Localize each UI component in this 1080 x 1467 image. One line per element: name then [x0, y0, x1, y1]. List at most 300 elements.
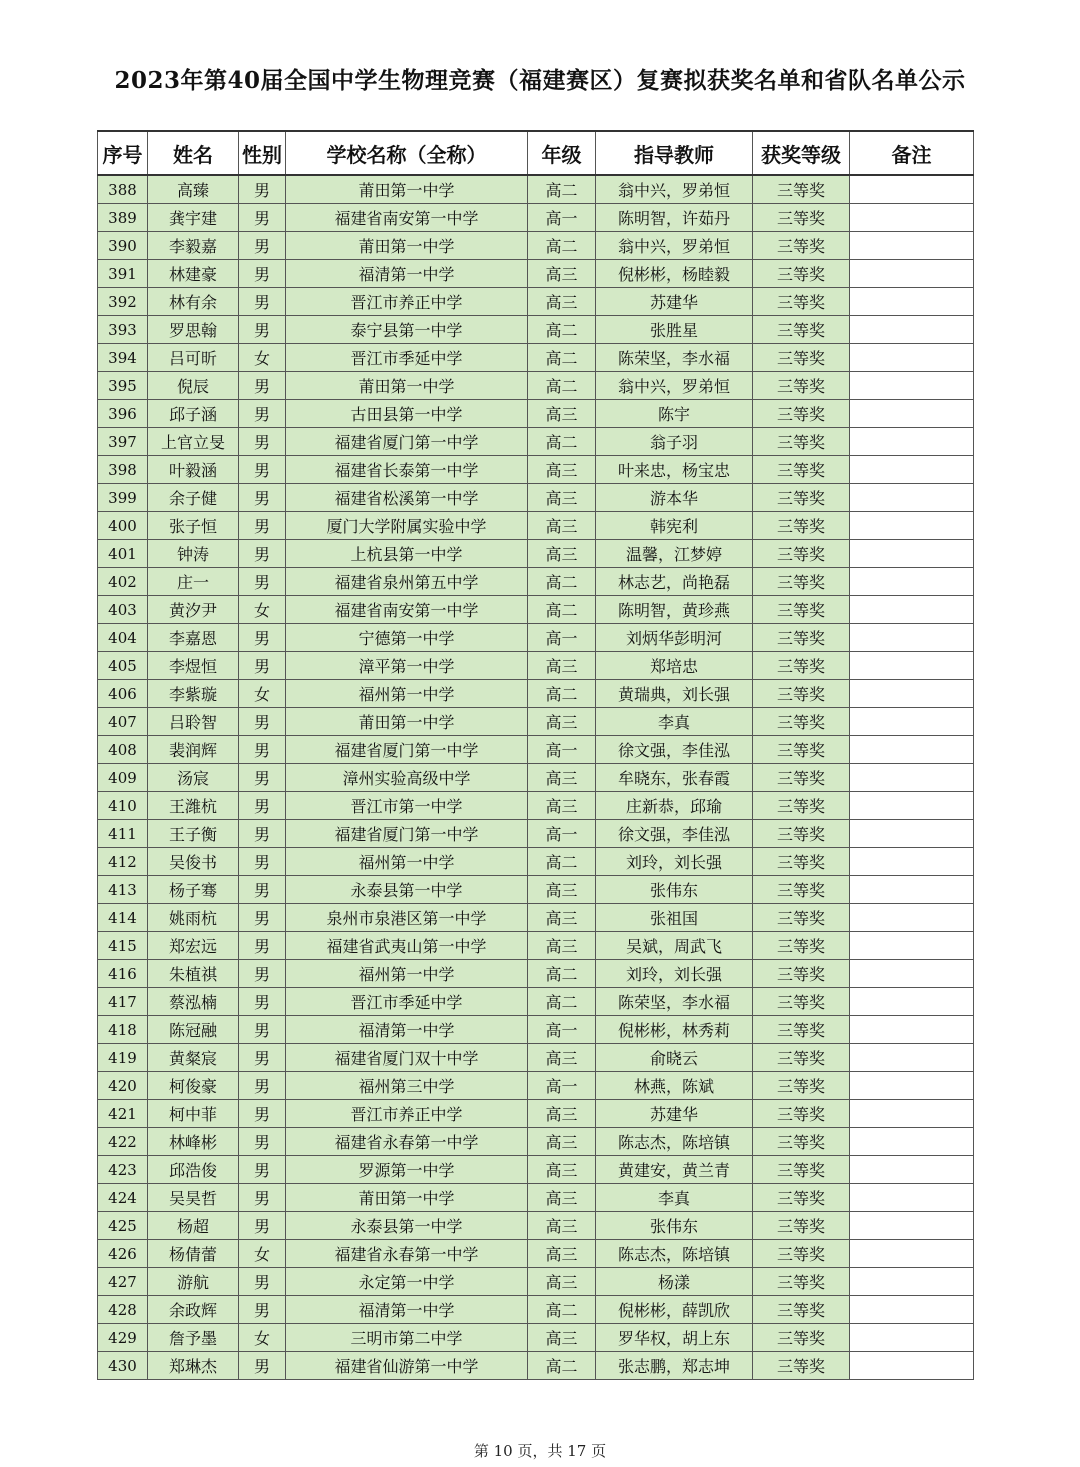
cell-school: 永泰县第一中学 [286, 876, 528, 904]
cell-serial: 430 [98, 1352, 148, 1380]
cell-award: 三等奖 [753, 820, 850, 848]
cell-grade: 高二 [528, 175, 596, 204]
cell-name: 张子恒 [148, 512, 239, 540]
cell-award: 三等奖 [753, 232, 850, 260]
cell-award: 三等奖 [753, 988, 850, 1016]
cell-school: 福清第一中学 [286, 260, 528, 288]
cell-teacher: 黄建安，黄兰青 [596, 1156, 753, 1184]
cell-grade: 高三 [528, 484, 596, 512]
cell-name: 裴润辉 [148, 736, 239, 764]
cell-grade: 高三 [528, 540, 596, 568]
cell-award: 三等奖 [753, 1296, 850, 1324]
cell-grade: 高三 [528, 792, 596, 820]
cell-school: 福建省泉州第五中学 [286, 568, 528, 596]
cell-school: 罗源第一中学 [286, 1156, 528, 1184]
cell-award: 三等奖 [753, 204, 850, 232]
cell-grade: 高三 [528, 652, 596, 680]
header-award: 获奖等级 [753, 131, 850, 175]
cell-school: 晋江市养正中学 [286, 1100, 528, 1128]
cell-note [850, 932, 974, 960]
cell-note [850, 708, 974, 736]
cell-note [850, 1352, 974, 1380]
cell-gender: 男 [239, 288, 286, 316]
cell-school: 福州第三中学 [286, 1072, 528, 1100]
cell-award: 三等奖 [753, 1184, 850, 1212]
cell-school: 福建省南安第一中学 [286, 204, 528, 232]
cell-teacher: 倪彬彬，林秀莉 [596, 1016, 753, 1044]
cell-serial: 424 [98, 1184, 148, 1212]
cell-serial: 402 [98, 568, 148, 596]
cell-award: 三等奖 [753, 652, 850, 680]
cell-school: 福建省厦门双十中学 [286, 1044, 528, 1072]
cell-note [850, 960, 974, 988]
cell-serial: 395 [98, 372, 148, 400]
table-row [98, 596, 974, 624]
cell-name: 郑宏远 [148, 932, 239, 960]
cell-school: 莆田第一中学 [286, 232, 528, 260]
cell-teacher: 游本华 [596, 484, 753, 512]
cell-grade: 高二 [528, 344, 596, 372]
cell-school: 福州第一中学 [286, 848, 528, 876]
table-row [98, 540, 974, 568]
cell-name: 柯俊豪 [148, 1072, 239, 1100]
cell-school: 古田县第一中学 [286, 400, 528, 428]
cell-school: 永定第一中学 [286, 1268, 528, 1296]
cell-gender: 男 [239, 204, 286, 232]
cell-award: 三等奖 [753, 372, 850, 400]
cell-serial: 401 [98, 540, 148, 568]
table-row [98, 1072, 974, 1100]
cell-award: 三等奖 [753, 1072, 850, 1100]
cell-grade: 高三 [528, 876, 596, 904]
cell-school: 上杭县第一中学 [286, 540, 528, 568]
cell-school: 福清第一中学 [286, 1296, 528, 1324]
document-title: 2023年第40届全国中学生物理竞赛（福建赛区）复赛拟获奖名单和省队名单公示 [114, 67, 966, 94]
cell-note [850, 1156, 974, 1184]
cell-note [850, 1044, 974, 1072]
table-row [98, 1212, 974, 1240]
cell-teacher: 翁中兴，罗弟恒 [596, 232, 753, 260]
cell-note [850, 1100, 974, 1128]
cell-serial: 414 [98, 904, 148, 932]
cell-note [850, 1184, 974, 1212]
cell-serial: 397 [98, 428, 148, 456]
cell-serial: 416 [98, 960, 148, 988]
cell-grade: 高二 [528, 988, 596, 1016]
cell-grade: 高二 [528, 680, 596, 708]
cell-name: 郑琳杰 [148, 1352, 239, 1380]
cell-name: 王子衡 [148, 820, 239, 848]
table-row [98, 792, 974, 820]
cell-teacher: 杨漾 [596, 1268, 753, 1296]
cell-grade: 高三 [528, 1240, 596, 1268]
cell-name: 吴昊哲 [148, 1184, 239, 1212]
cell-name: 吕可昕 [148, 344, 239, 372]
cell-school: 宁德第一中学 [286, 624, 528, 652]
cell-school: 福州第一中学 [286, 680, 528, 708]
cell-note [850, 400, 974, 428]
cell-name: 蔡泓楠 [148, 988, 239, 1016]
cell-school: 晋江市养正中学 [286, 288, 528, 316]
cell-name: 杨倩蕾 [148, 1240, 239, 1268]
cell-note [850, 1324, 974, 1352]
cell-gender: 男 [239, 512, 286, 540]
cell-name: 林建豪 [148, 260, 239, 288]
cell-serial: 400 [98, 512, 148, 540]
cell-grade: 高二 [528, 1296, 596, 1324]
table-row [98, 960, 974, 988]
cell-school: 福建省永春第一中学 [286, 1128, 528, 1156]
cell-teacher: 罗华权，胡上东 [596, 1324, 753, 1352]
header-name: 姓名 [148, 131, 239, 175]
cell-school: 莆田第一中学 [286, 175, 528, 204]
cell-teacher: 张伟东 [596, 876, 753, 904]
cell-teacher: 俞晓云 [596, 1044, 753, 1072]
cell-school: 福州第一中学 [286, 960, 528, 988]
cell-teacher: 翁中兴，罗弟恒 [596, 372, 753, 400]
cell-gender: 男 [239, 792, 286, 820]
cell-school: 泉州市泉港区第一中学 [286, 904, 528, 932]
cell-award: 三等奖 [753, 624, 850, 652]
table-row [98, 568, 974, 596]
header-school: 学校名称（全称） [286, 131, 528, 175]
cell-note [850, 624, 974, 652]
cell-name: 陈冠融 [148, 1016, 239, 1044]
cell-teacher: 陈志杰，陈培镇 [596, 1240, 753, 1268]
cell-school: 福建省永春第一中学 [286, 1240, 528, 1268]
cell-grade: 高三 [528, 1128, 596, 1156]
table-row [98, 1184, 974, 1212]
page-number: 第 10 页，共 17 页 [473, 1442, 607, 1460]
cell-serial: 392 [98, 288, 148, 316]
cell-name: 罗思翰 [148, 316, 239, 344]
table-row [98, 260, 974, 288]
cell-gender: 男 [239, 764, 286, 792]
cell-serial: 412 [98, 848, 148, 876]
cell-serial: 415 [98, 932, 148, 960]
cell-teacher: 张志鹏，郑志坤 [596, 1352, 753, 1380]
cell-gender: 男 [239, 1072, 286, 1100]
cell-serial: 410 [98, 792, 148, 820]
cell-note [850, 988, 974, 1016]
cell-award: 三等奖 [753, 400, 850, 428]
cell-note [850, 1240, 974, 1268]
cell-gender: 男 [239, 932, 286, 960]
cell-note [850, 1296, 974, 1324]
table-row [98, 876, 974, 904]
cell-name: 林有余 [148, 288, 239, 316]
cell-serial: 408 [98, 736, 148, 764]
cell-gender: 男 [239, 400, 286, 428]
cell-note [850, 820, 974, 848]
cell-serial: 390 [98, 232, 148, 260]
cell-teacher: 吴斌，周武飞 [596, 932, 753, 960]
cell-name: 汤宸 [148, 764, 239, 792]
table-row [98, 988, 974, 1016]
cell-name: 邱浩俊 [148, 1156, 239, 1184]
cell-serial: 422 [98, 1128, 148, 1156]
cell-serial: 396 [98, 400, 148, 428]
cell-serial: 420 [98, 1072, 148, 1100]
cell-note [850, 288, 974, 316]
cell-name: 李紫璇 [148, 680, 239, 708]
cell-gender: 男 [239, 708, 286, 736]
cell-award: 三等奖 [753, 960, 850, 988]
cell-teacher: 李真 [596, 1184, 753, 1212]
cell-gender: 男 [239, 1184, 286, 1212]
cell-name: 杨超 [148, 1212, 239, 1240]
cell-serial: 398 [98, 456, 148, 484]
cell-grade: 高二 [528, 960, 596, 988]
cell-note [850, 344, 974, 372]
cell-gender: 男 [239, 960, 286, 988]
cell-school: 福建省厦门第一中学 [286, 820, 528, 848]
cell-grade: 高二 [528, 428, 596, 456]
cell-grade: 高三 [528, 1184, 596, 1212]
cell-serial: 409 [98, 764, 148, 792]
cell-note [850, 175, 974, 204]
cell-serial: 394 [98, 344, 148, 372]
table-row [98, 428, 974, 456]
cell-school: 福建省长泰第一中学 [286, 456, 528, 484]
cell-gender: 男 [239, 1044, 286, 1072]
cell-note [850, 680, 974, 708]
table-row [98, 175, 974, 204]
cell-award: 三等奖 [753, 1156, 850, 1184]
table-row [98, 1156, 974, 1184]
cell-school: 福建省厦门第一中学 [286, 428, 528, 456]
cell-serial: 404 [98, 624, 148, 652]
cell-grade: 高二 [528, 372, 596, 400]
cell-gender: 男 [239, 876, 286, 904]
cell-award: 三等奖 [753, 428, 850, 456]
table-row [98, 652, 974, 680]
cell-gender: 男 [239, 540, 286, 568]
table-row [98, 1352, 974, 1380]
cell-teacher: 倪彬彬，薛凯欣 [596, 1296, 753, 1324]
cell-gender: 男 [239, 624, 286, 652]
cell-teacher: 陈荣坚，李水福 [596, 988, 753, 1016]
cell-gender: 男 [239, 1296, 286, 1324]
cell-grade: 高三 [528, 512, 596, 540]
cell-gender: 男 [239, 568, 286, 596]
cell-note [850, 512, 974, 540]
cell-school: 莆田第一中学 [286, 372, 528, 400]
cell-award: 三等奖 [753, 792, 850, 820]
cell-award: 三等奖 [753, 344, 850, 372]
table-row [98, 288, 974, 316]
header-grade: 年级 [528, 131, 596, 175]
cell-teacher: 徐文强，李佳泓 [596, 820, 753, 848]
cell-grade: 高三 [528, 764, 596, 792]
cell-gender: 男 [239, 652, 286, 680]
cell-note [850, 316, 974, 344]
table-row [98, 1268, 974, 1296]
table-row [98, 512, 974, 540]
table-row [98, 624, 974, 652]
cell-note [850, 540, 974, 568]
cell-school: 永泰县第一中学 [286, 1212, 528, 1240]
cell-award: 三等奖 [753, 876, 850, 904]
cell-award: 三等奖 [753, 1016, 850, 1044]
cell-note [850, 596, 974, 624]
cell-note [850, 428, 974, 456]
cell-gender: 男 [239, 456, 286, 484]
cell-serial: 405 [98, 652, 148, 680]
table-row [98, 1100, 974, 1128]
cell-gender: 男 [239, 428, 286, 456]
cell-name: 李毅嘉 [148, 232, 239, 260]
cell-award: 三等奖 [753, 904, 850, 932]
cell-grade: 高三 [528, 288, 596, 316]
cell-grade: 高二 [528, 1352, 596, 1380]
cell-gender: 男 [239, 848, 286, 876]
table-row [98, 1016, 974, 1044]
cell-award: 三等奖 [753, 680, 850, 708]
table-row [98, 1128, 974, 1156]
award-list-table [97, 130, 974, 1380]
cell-grade: 高一 [528, 204, 596, 232]
cell-name: 倪辰 [148, 372, 239, 400]
cell-teacher: 陈志杰，陈培镇 [596, 1128, 753, 1156]
table-row [98, 372, 974, 400]
cell-name: 叶毅涵 [148, 456, 239, 484]
cell-grade: 高一 [528, 1016, 596, 1044]
cell-award: 三等奖 [753, 568, 850, 596]
cell-serial: 427 [98, 1268, 148, 1296]
cell-grade: 高二 [528, 848, 596, 876]
table-row [98, 344, 974, 372]
cell-school: 厦门大学附属实验中学 [286, 512, 528, 540]
cell-note [850, 260, 974, 288]
cell-name: 游航 [148, 1268, 239, 1296]
cell-teacher: 张祖国 [596, 904, 753, 932]
cell-name: 朱植祺 [148, 960, 239, 988]
cell-serial: 393 [98, 316, 148, 344]
cell-serial: 403 [98, 596, 148, 624]
cell-name: 黄粲宸 [148, 1044, 239, 1072]
cell-school: 福清第一中学 [286, 1016, 528, 1044]
cell-serial: 411 [98, 820, 148, 848]
cell-teacher: 温馨，江梦婷 [596, 540, 753, 568]
cell-gender: 男 [239, 1016, 286, 1044]
cell-teacher: 张伟东 [596, 1212, 753, 1240]
cell-grade: 高一 [528, 624, 596, 652]
cell-note [850, 1128, 974, 1156]
cell-teacher: 陈明智，许茹丹 [596, 204, 753, 232]
cell-note [850, 848, 974, 876]
cell-serial: 423 [98, 1156, 148, 1184]
cell-school: 福建省松溪第一中学 [286, 484, 528, 512]
cell-gender: 男 [239, 1128, 286, 1156]
table-row [98, 456, 974, 484]
cell-school: 莆田第一中学 [286, 708, 528, 736]
cell-teacher: 刘炳华彭明河 [596, 624, 753, 652]
cell-gender: 男 [239, 1212, 286, 1240]
cell-serial: 421 [98, 1100, 148, 1128]
cell-name: 姚雨杭 [148, 904, 239, 932]
cell-teacher: 韩宪利 [596, 512, 753, 540]
header-gender: 性别 [239, 131, 286, 175]
cell-award: 三等奖 [753, 1100, 850, 1128]
table-row [98, 316, 974, 344]
cell-gender: 男 [239, 1156, 286, 1184]
cell-serial: 418 [98, 1016, 148, 1044]
header-note: 备注 [850, 131, 974, 175]
cell-gender: 男 [239, 260, 286, 288]
cell-award: 三等奖 [753, 1240, 850, 1268]
cell-school: 福建省仙游第一中学 [286, 1352, 528, 1380]
cell-teacher: 徐文强，李佳泓 [596, 736, 753, 764]
table-row [98, 400, 974, 428]
table-row [98, 1296, 974, 1324]
cell-award: 三等奖 [753, 596, 850, 624]
cell-grade: 高二 [528, 568, 596, 596]
cell-award: 三等奖 [753, 288, 850, 316]
cell-award: 三等奖 [753, 932, 850, 960]
cell-gender: 男 [239, 820, 286, 848]
cell-teacher: 倪彬彬，杨睦毅 [596, 260, 753, 288]
cell-award: 三等奖 [753, 1324, 850, 1352]
cell-teacher: 陈荣坚，李水福 [596, 344, 753, 372]
cell-teacher: 刘玲，刘长强 [596, 848, 753, 876]
cell-note [850, 736, 974, 764]
cell-note [850, 904, 974, 932]
cell-serial: 389 [98, 204, 148, 232]
cell-award: 三等奖 [753, 1268, 850, 1296]
cell-teacher: 李真 [596, 708, 753, 736]
cell-note [850, 1072, 974, 1100]
cell-note [850, 232, 974, 260]
cell-grade: 高三 [528, 932, 596, 960]
cell-gender: 女 [239, 596, 286, 624]
cell-teacher: 翁中兴，罗弟恒 [596, 175, 753, 204]
cell-gender: 男 [239, 232, 286, 260]
cell-school: 福建省南安第一中学 [286, 596, 528, 624]
cell-name: 龚宇建 [148, 204, 239, 232]
cell-gender: 男 [239, 484, 286, 512]
cell-name: 詹予墨 [148, 1324, 239, 1352]
cell-serial: 388 [98, 175, 148, 204]
cell-school: 莆田第一中学 [286, 1184, 528, 1212]
cell-name: 邱子涵 [148, 400, 239, 428]
cell-teacher: 陈宇 [596, 400, 753, 428]
cell-name: 吴俊书 [148, 848, 239, 876]
cell-school: 漳平第一中学 [286, 652, 528, 680]
cell-serial: 407 [98, 708, 148, 736]
cell-gender: 男 [239, 736, 286, 764]
cell-note [850, 372, 974, 400]
cell-school: 漳州实验高级中学 [286, 764, 528, 792]
cell-award: 三等奖 [753, 1352, 850, 1380]
table-row [98, 904, 974, 932]
cell-serial: 399 [98, 484, 148, 512]
table-row [98, 680, 974, 708]
cell-teacher: 苏建华 [596, 1100, 753, 1128]
header-serial: 序号 [98, 131, 148, 175]
cell-teacher: 张胜星 [596, 316, 753, 344]
cell-school: 福建省厦门第一中学 [286, 736, 528, 764]
cell-grade: 高三 [528, 1044, 596, 1072]
cell-gender: 男 [239, 904, 286, 932]
table-header-row [98, 131, 974, 175]
cell-school: 晋江市第一中学 [286, 792, 528, 820]
cell-gender: 男 [239, 988, 286, 1016]
cell-grade: 高三 [528, 1212, 596, 1240]
cell-note [850, 1212, 974, 1240]
cell-gender: 女 [239, 344, 286, 372]
cell-note [850, 792, 974, 820]
